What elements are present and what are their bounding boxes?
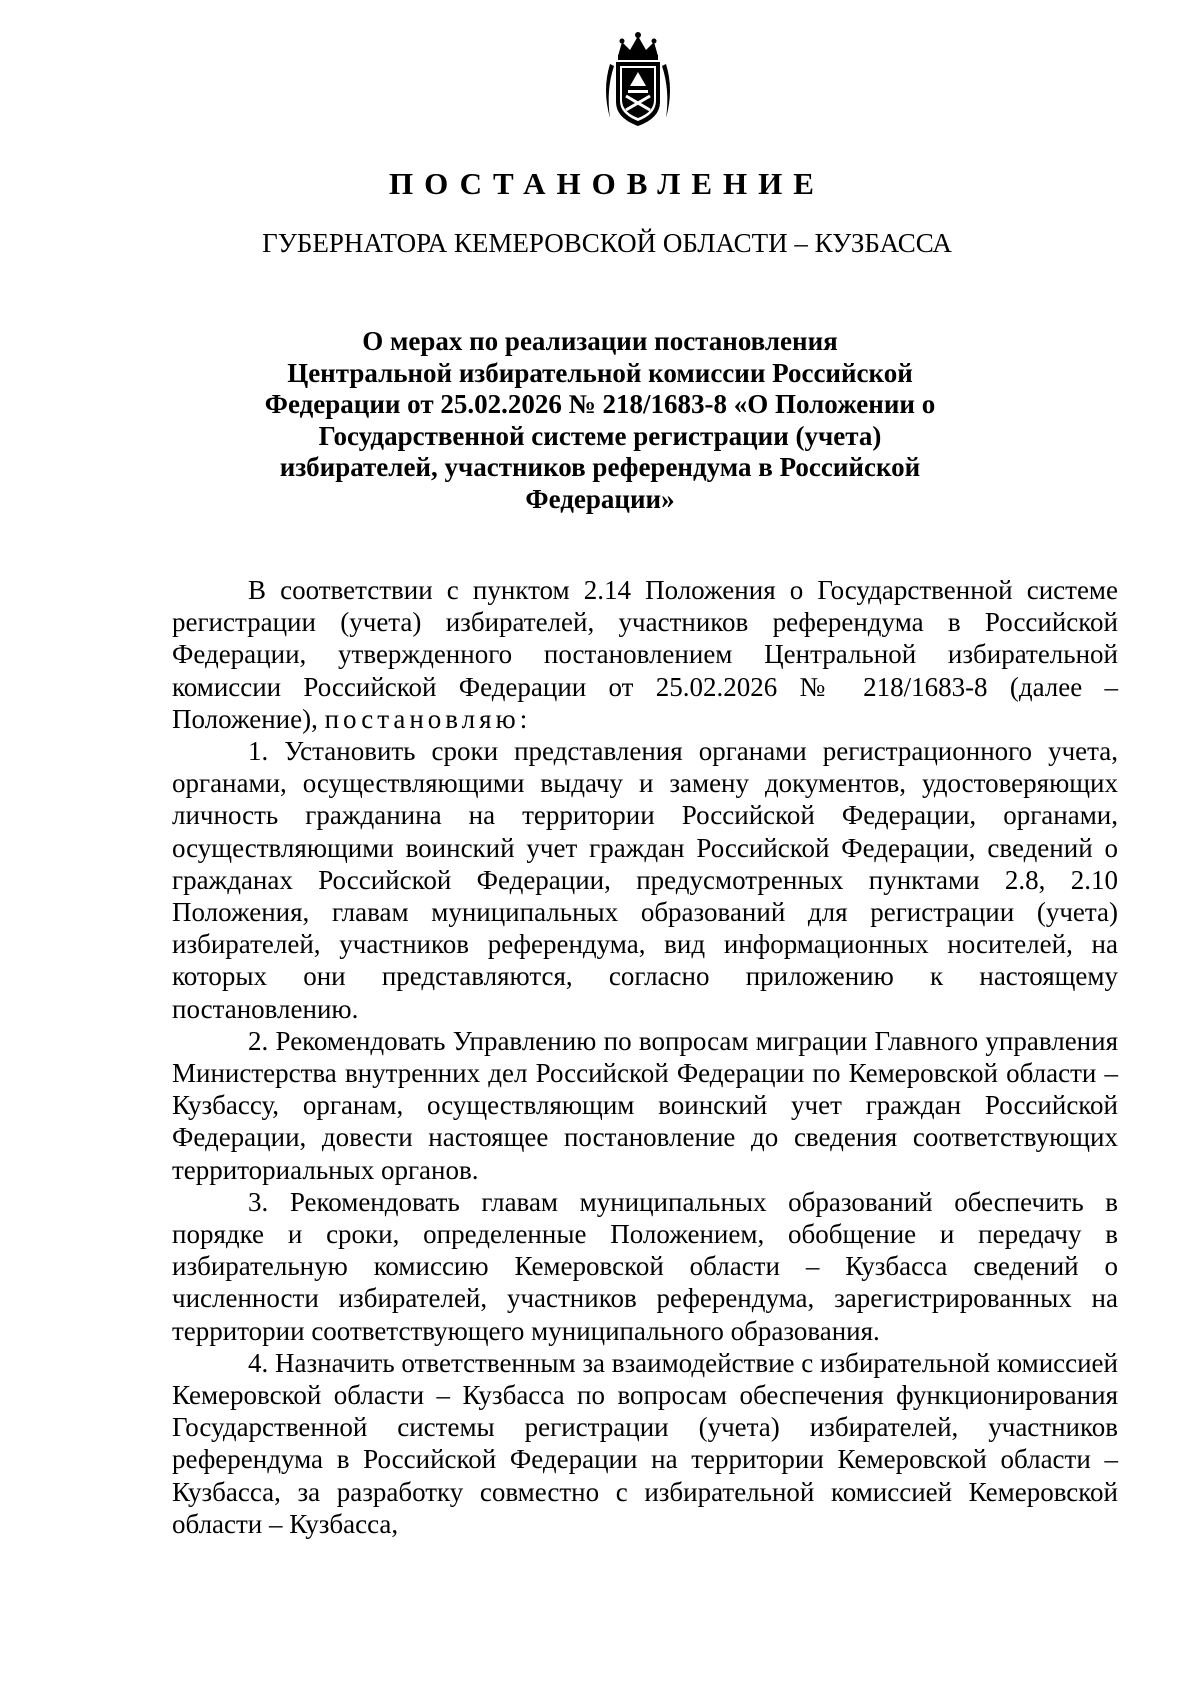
title-line: Федерации» [525,483,675,514]
decree-word: постановляю: [324,703,532,734]
preamble-text: В соответствии с пунктом 2.14 Положения о Государственной системе регистрации (учета) избирателей, участников референдума в Российской Федерации, утвержденного постановлением Центральной избирательной комиссии Российской Федерации от 25.02.2026 № 218/1683-8 (далее – Положение), [172,575,1118,734]
coat-of-arms-icon [596,30,680,130]
title-line: О мерах по реализации постановления [362,326,838,356]
title-line: Центральной избирательной комиссии Российской [287,357,913,388]
title-line: Государственной системе регистрации (учета) [318,420,882,451]
paragraph-2: 2. Рекомендовать Управлению по вопросам миграции Главного управления Министерства внутренних дел Российской Федерации по Кемеровской области – Кузбассу, органам, осуществляющим воинский учет граждан Российской Федерации, довести настоящее постановление до сведения соответствующих территориальных органов. [172,1025,1118,1185]
title-line: избирателей, участников референдума в Российской [279,452,921,482]
paragraph-4: 4. Назначить ответственным за взаимодействие с избирательной комиссией Кемеровской области – Кузбасса по вопросам обеспечения функционирования Государственной системы регистрации (учета) избирателей, участников референдума в Российской Федерации на территории Кемеровской области – Кузбасса, за разработку совместно с избирательной комиссией Кемеровской области – Кузбасса, [172,1347,1118,1539]
document-body [172,574,1118,1540]
paragraph-3: 3. Рекомендовать главам муниципальных образований обеспечить в порядке и сроки, определенные Положением, обобщение и передачу в избирательную комиссию Кемеровской области – Кузбасса сведений о численности избирателей, участников референдума, зарегистрированных на территории соответствующего муниципального образования. [172,1186,1118,1346]
issuer-line: ГУБЕРНАТОРА КЕМЕРОВСКОЙ ОБЛАСТИ – КУЗБАССА [262,228,952,258]
document-type: ПОСТАНОВЛЕНИЕ [389,166,825,201]
preamble-paragraph [172,574,1118,735]
document-title [250,326,950,515]
paragraph-1: 1. Установить сроки представления органами регистрационного учета, органами, осуществляющими выдачу и замену документов, удостоверяющих личность гражданина на территории Российской Федерации, органами, осуществляющими воинский учет граждан Российской Федерации, сведений о гражданах Российской Федерации, предусмотренных пунктами 2.8, 2.10 Положения, главам муниципальных образований для регистрации (учета) избирателей, участников референдума, вид информационных носителей, на которых они представляются, согласно приложению к настоящему постановлению. [172,736,1118,1024]
title-line: Федерации от 25.02.2026 № 218/1683-8 «О Положении о [264,389,936,419]
